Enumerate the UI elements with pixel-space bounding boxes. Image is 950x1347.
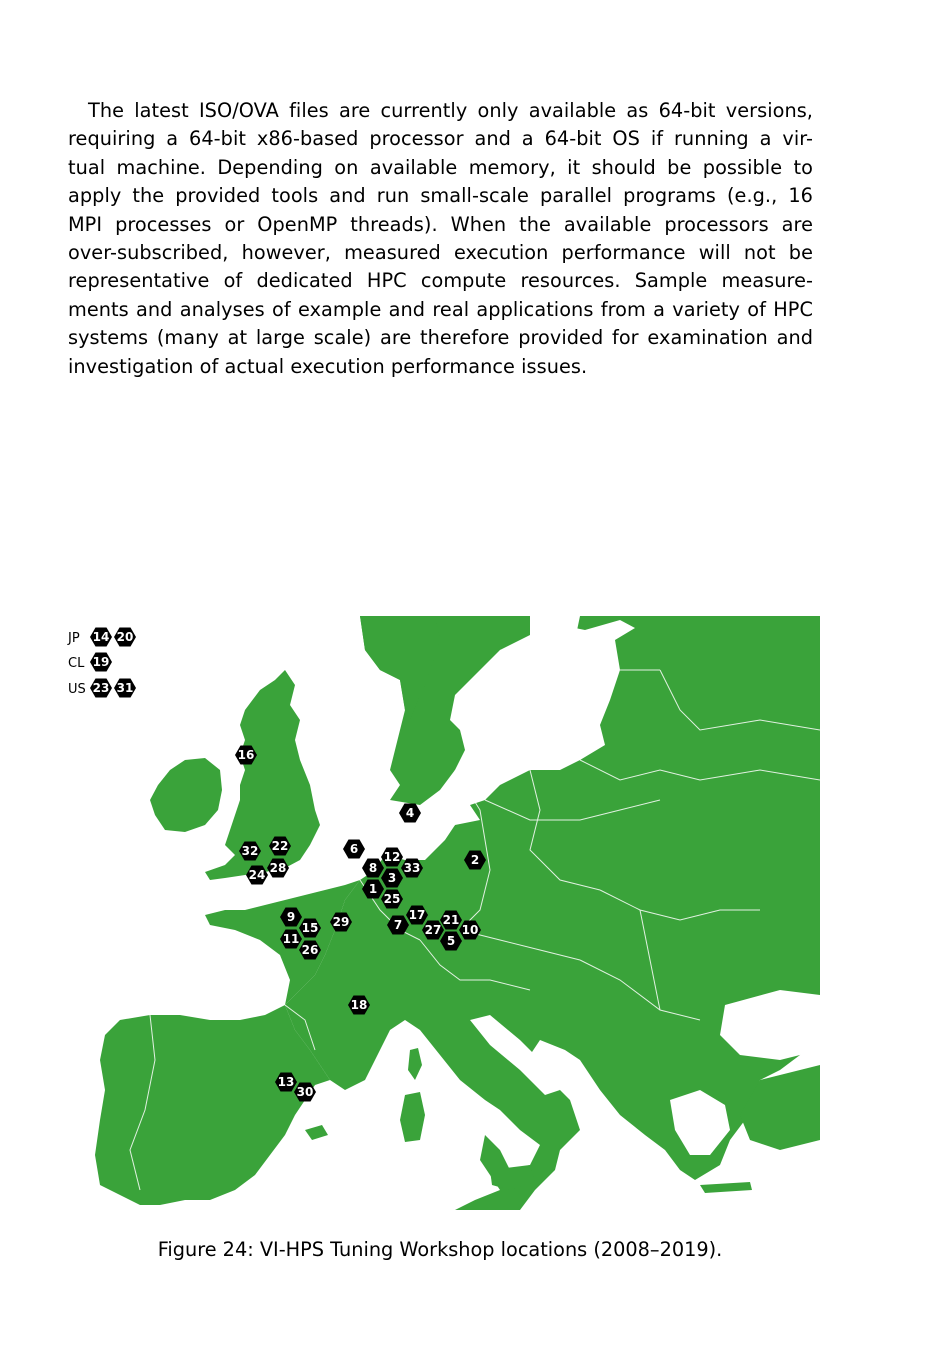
- marker-number: 27: [424, 923, 442, 937]
- marker-number: 16: [237, 748, 255, 762]
- marker-number: 12: [383, 850, 401, 864]
- marker-number: 15: [301, 921, 319, 935]
- marker-number: 29: [332, 915, 350, 929]
- marker-number: 17: [408, 908, 426, 922]
- marker-number: 33: [403, 861, 421, 875]
- workshop-marker: [269, 837, 291, 856]
- paragraph-line: tual machine. Depending on available memory, it should be possible to: [68, 155, 813, 179]
- corsica: [408, 1048, 422, 1080]
- workshop-marker: [348, 996, 370, 1015]
- marker-number: 8: [368, 861, 378, 875]
- marker-number: 4: [405, 806, 415, 820]
- workshop-marker: [235, 746, 257, 765]
- crete: [700, 1182, 752, 1193]
- paragraph-line: representative of dedicated HPC compute resources. Sample measure-: [68, 269, 813, 293]
- ireland: [150, 758, 222, 832]
- paragraph-line: The latest ISO/OVA files are currently only available as 64-bit versions,: [88, 99, 813, 122]
- paragraph-line: over-subscribed, however, measured execution performance will not be: [68, 241, 813, 265]
- marker-number: 2: [470, 853, 480, 867]
- legend-marker: [90, 679, 112, 698]
- paragraph-line: apply the provided tools and run small-scale parallel programs (e.g., 16: [68, 184, 813, 208]
- legend-country-label: CL: [68, 656, 85, 671]
- workshop-marker: [381, 890, 403, 909]
- sardinia: [400, 1092, 425, 1142]
- legend-country-label: US: [68, 682, 86, 697]
- paragraph-line: investigation of actual execution performance issues.: [68, 354, 588, 378]
- workshop-marker: [275, 1073, 297, 1092]
- workshop-marker: [330, 913, 352, 932]
- marker-number: 14: [92, 630, 110, 644]
- marker-number: 20: [116, 630, 134, 644]
- marker-number: 9: [286, 910, 296, 924]
- marker-number: 23: [92, 681, 110, 695]
- marker-number: 11: [282, 932, 300, 946]
- legend-country-label: JP: [68, 631, 80, 646]
- marker-number: 31: [116, 681, 134, 695]
- marker-number: 22: [271, 839, 289, 853]
- workshop-marker: [343, 840, 365, 859]
- marker-number: 7: [393, 918, 403, 932]
- workshop-marker: [406, 906, 428, 925]
- workshop-marker: [267, 859, 289, 878]
- marker-number: 18: [350, 998, 368, 1012]
- marker-number: 3: [387, 871, 397, 885]
- iberia: [95, 1005, 330, 1205]
- workshop-marker: [294, 1083, 316, 1102]
- marker-number: 6: [349, 842, 359, 856]
- marker-number: 25: [383, 892, 401, 906]
- paragraph-line: requiring a 64-bit x86-based processor and a 64-bit OS if running a vir-: [68, 127, 813, 151]
- paragraph-line: ments and analyses of example and real applications from a variety of HPC: [68, 297, 813, 321]
- paragraph-line: systems (many at large scale) are therefore provided for examination and: [68, 326, 813, 350]
- workshop-marker: [399, 804, 421, 823]
- marker-number: 26: [301, 943, 319, 957]
- europe-map-figure: [60, 610, 820, 1215]
- marker-number: 19: [92, 655, 110, 669]
- workshop-marker: [299, 919, 321, 938]
- workshop-marker: [239, 842, 261, 861]
- marker-number: 21: [442, 913, 460, 927]
- great-britain: [205, 670, 320, 880]
- workshop-marker: [299, 941, 321, 960]
- marker-number: 24: [248, 868, 266, 882]
- legend-marker: [90, 653, 112, 672]
- balearic: [305, 1125, 328, 1140]
- legend-marker: [114, 679, 136, 698]
- marker-number: 10: [461, 923, 479, 937]
- legend-marker: [90, 628, 112, 647]
- paragraph-line: MPI processes or OpenMP threads). When the available processors are: [68, 212, 813, 236]
- europe-map: [60, 610, 820, 1215]
- workshop-marker: [401, 859, 423, 878]
- workshop-marker: [422, 921, 444, 940]
- marker-number: 13: [277, 1075, 295, 1089]
- marker-number: 28: [269, 861, 287, 875]
- marker-number: 32: [241, 844, 259, 858]
- workshop-marker: [280, 930, 302, 949]
- marker-number: 30: [296, 1085, 314, 1099]
- figure-caption: Figure 24: VI-HPS Tuning Workshop locations (2008–2019).: [157, 1238, 723, 1261]
- workshop-marker: [440, 911, 462, 930]
- legend-marker: [114, 628, 136, 647]
- workshop-marker: [459, 921, 481, 940]
- workshop-marker: [246, 866, 268, 885]
- marker-number: 5: [446, 934, 456, 948]
- workshop-marker: [381, 848, 403, 867]
- marker-number: 1: [368, 882, 378, 896]
- body-paragraph: [68, 97, 813, 381]
